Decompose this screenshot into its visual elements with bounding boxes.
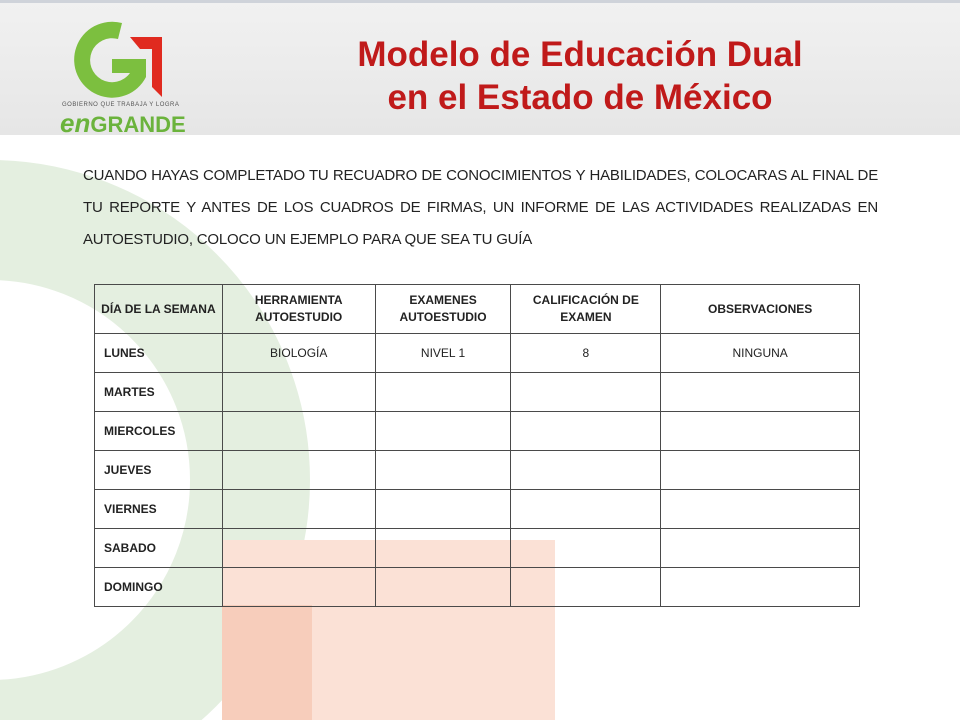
background-peach-block-dark bbox=[222, 605, 312, 720]
cell-calificacion bbox=[511, 490, 661, 529]
g-logo-icon bbox=[60, 15, 180, 105]
table-row bbox=[95, 412, 860, 451]
cell-observaciones bbox=[661, 529, 860, 568]
cell-herramienta: BIOLOGÍA bbox=[222, 334, 375, 373]
cell-calificacion bbox=[511, 529, 661, 568]
table-row bbox=[95, 529, 860, 568]
cell-day: SABADO bbox=[95, 529, 223, 568]
title-line-2: en el Estado de México bbox=[387, 78, 773, 117]
cell-herramienta bbox=[222, 490, 375, 529]
header-observaciones: OBSERVACIONES bbox=[661, 285, 860, 334]
table-row bbox=[95, 568, 860, 607]
cell-examen bbox=[375, 529, 511, 568]
page-title bbox=[300, 33, 860, 119]
cell-examen bbox=[375, 451, 511, 490]
header-banner bbox=[0, 0, 960, 138]
cell-observaciones bbox=[661, 373, 860, 412]
cell-herramienta bbox=[222, 568, 375, 607]
cell-calificacion: 8 bbox=[511, 334, 661, 373]
cell-day: DOMINGO bbox=[95, 568, 223, 607]
logo-wordmark bbox=[60, 110, 186, 136]
cell-day: LUNES bbox=[95, 334, 223, 373]
header-calificacion: CALIFICACIÓN DE EXAMEN bbox=[511, 285, 661, 334]
cell-examen bbox=[375, 568, 511, 607]
cell-day: VIERNES bbox=[95, 490, 223, 529]
header-dia-semana: DÍA DE LA SEMANA bbox=[95, 285, 223, 334]
cell-observaciones bbox=[661, 490, 860, 529]
instruction-paragraph: CUANDO HAYAS COMPLETADO TU RECUADRO DE CONOCIMIENTOS Y HABILIDADES, COLOCARAS AL FINAL DE TU REPORTE Y ANTES DE LOS CUADROS DE FIRMAS, UN INFORME DE LAS ACTIVIDADES REALIZADAS EN AUTOESTUDIO, COLOCO UN EJEMPLO PARA QUE SEA TU GUÍA bbox=[83, 167, 878, 248]
table-row bbox=[95, 490, 860, 529]
logo-word-grande: GRANDE bbox=[90, 112, 186, 137]
title-line-1: Modelo de Educación Dual bbox=[357, 35, 803, 74]
cell-examen: NIVEL 1 bbox=[375, 334, 511, 373]
cell-herramienta bbox=[222, 373, 375, 412]
table-row bbox=[95, 451, 860, 490]
government-logo bbox=[60, 15, 210, 138]
cell-day: MARTES bbox=[95, 373, 223, 412]
cell-observaciones bbox=[661, 568, 860, 607]
cell-examen bbox=[375, 412, 511, 451]
cell-herramienta bbox=[222, 529, 375, 568]
cell-day: JUEVES bbox=[95, 451, 223, 490]
cell-calificacion bbox=[511, 412, 661, 451]
table-row bbox=[95, 334, 860, 373]
cell-observaciones bbox=[661, 412, 860, 451]
cell-calificacion bbox=[511, 373, 661, 412]
logo-tagline: GOBIERNO QUE TRABAJA Y LOGRA bbox=[62, 102, 180, 108]
header-examenes: EXAMENES AUTOESTUDIO bbox=[375, 285, 511, 334]
cell-examen bbox=[375, 490, 511, 529]
table-header-row bbox=[95, 285, 860, 334]
table-row bbox=[95, 373, 860, 412]
cell-observaciones bbox=[661, 451, 860, 490]
cell-observaciones: NINGUNA bbox=[661, 334, 860, 373]
cell-herramienta bbox=[222, 451, 375, 490]
cell-calificacion bbox=[511, 568, 661, 607]
cell-herramienta bbox=[222, 412, 375, 451]
cell-calificacion bbox=[511, 451, 661, 490]
logo-word-en: en bbox=[60, 108, 91, 138]
cell-day: MIERCOLES bbox=[95, 412, 223, 451]
self-study-activity-table bbox=[94, 284, 860, 607]
cell-examen bbox=[375, 373, 511, 412]
header-herramienta: HERRAMIENTA AUTOESTUDIO bbox=[222, 285, 375, 334]
